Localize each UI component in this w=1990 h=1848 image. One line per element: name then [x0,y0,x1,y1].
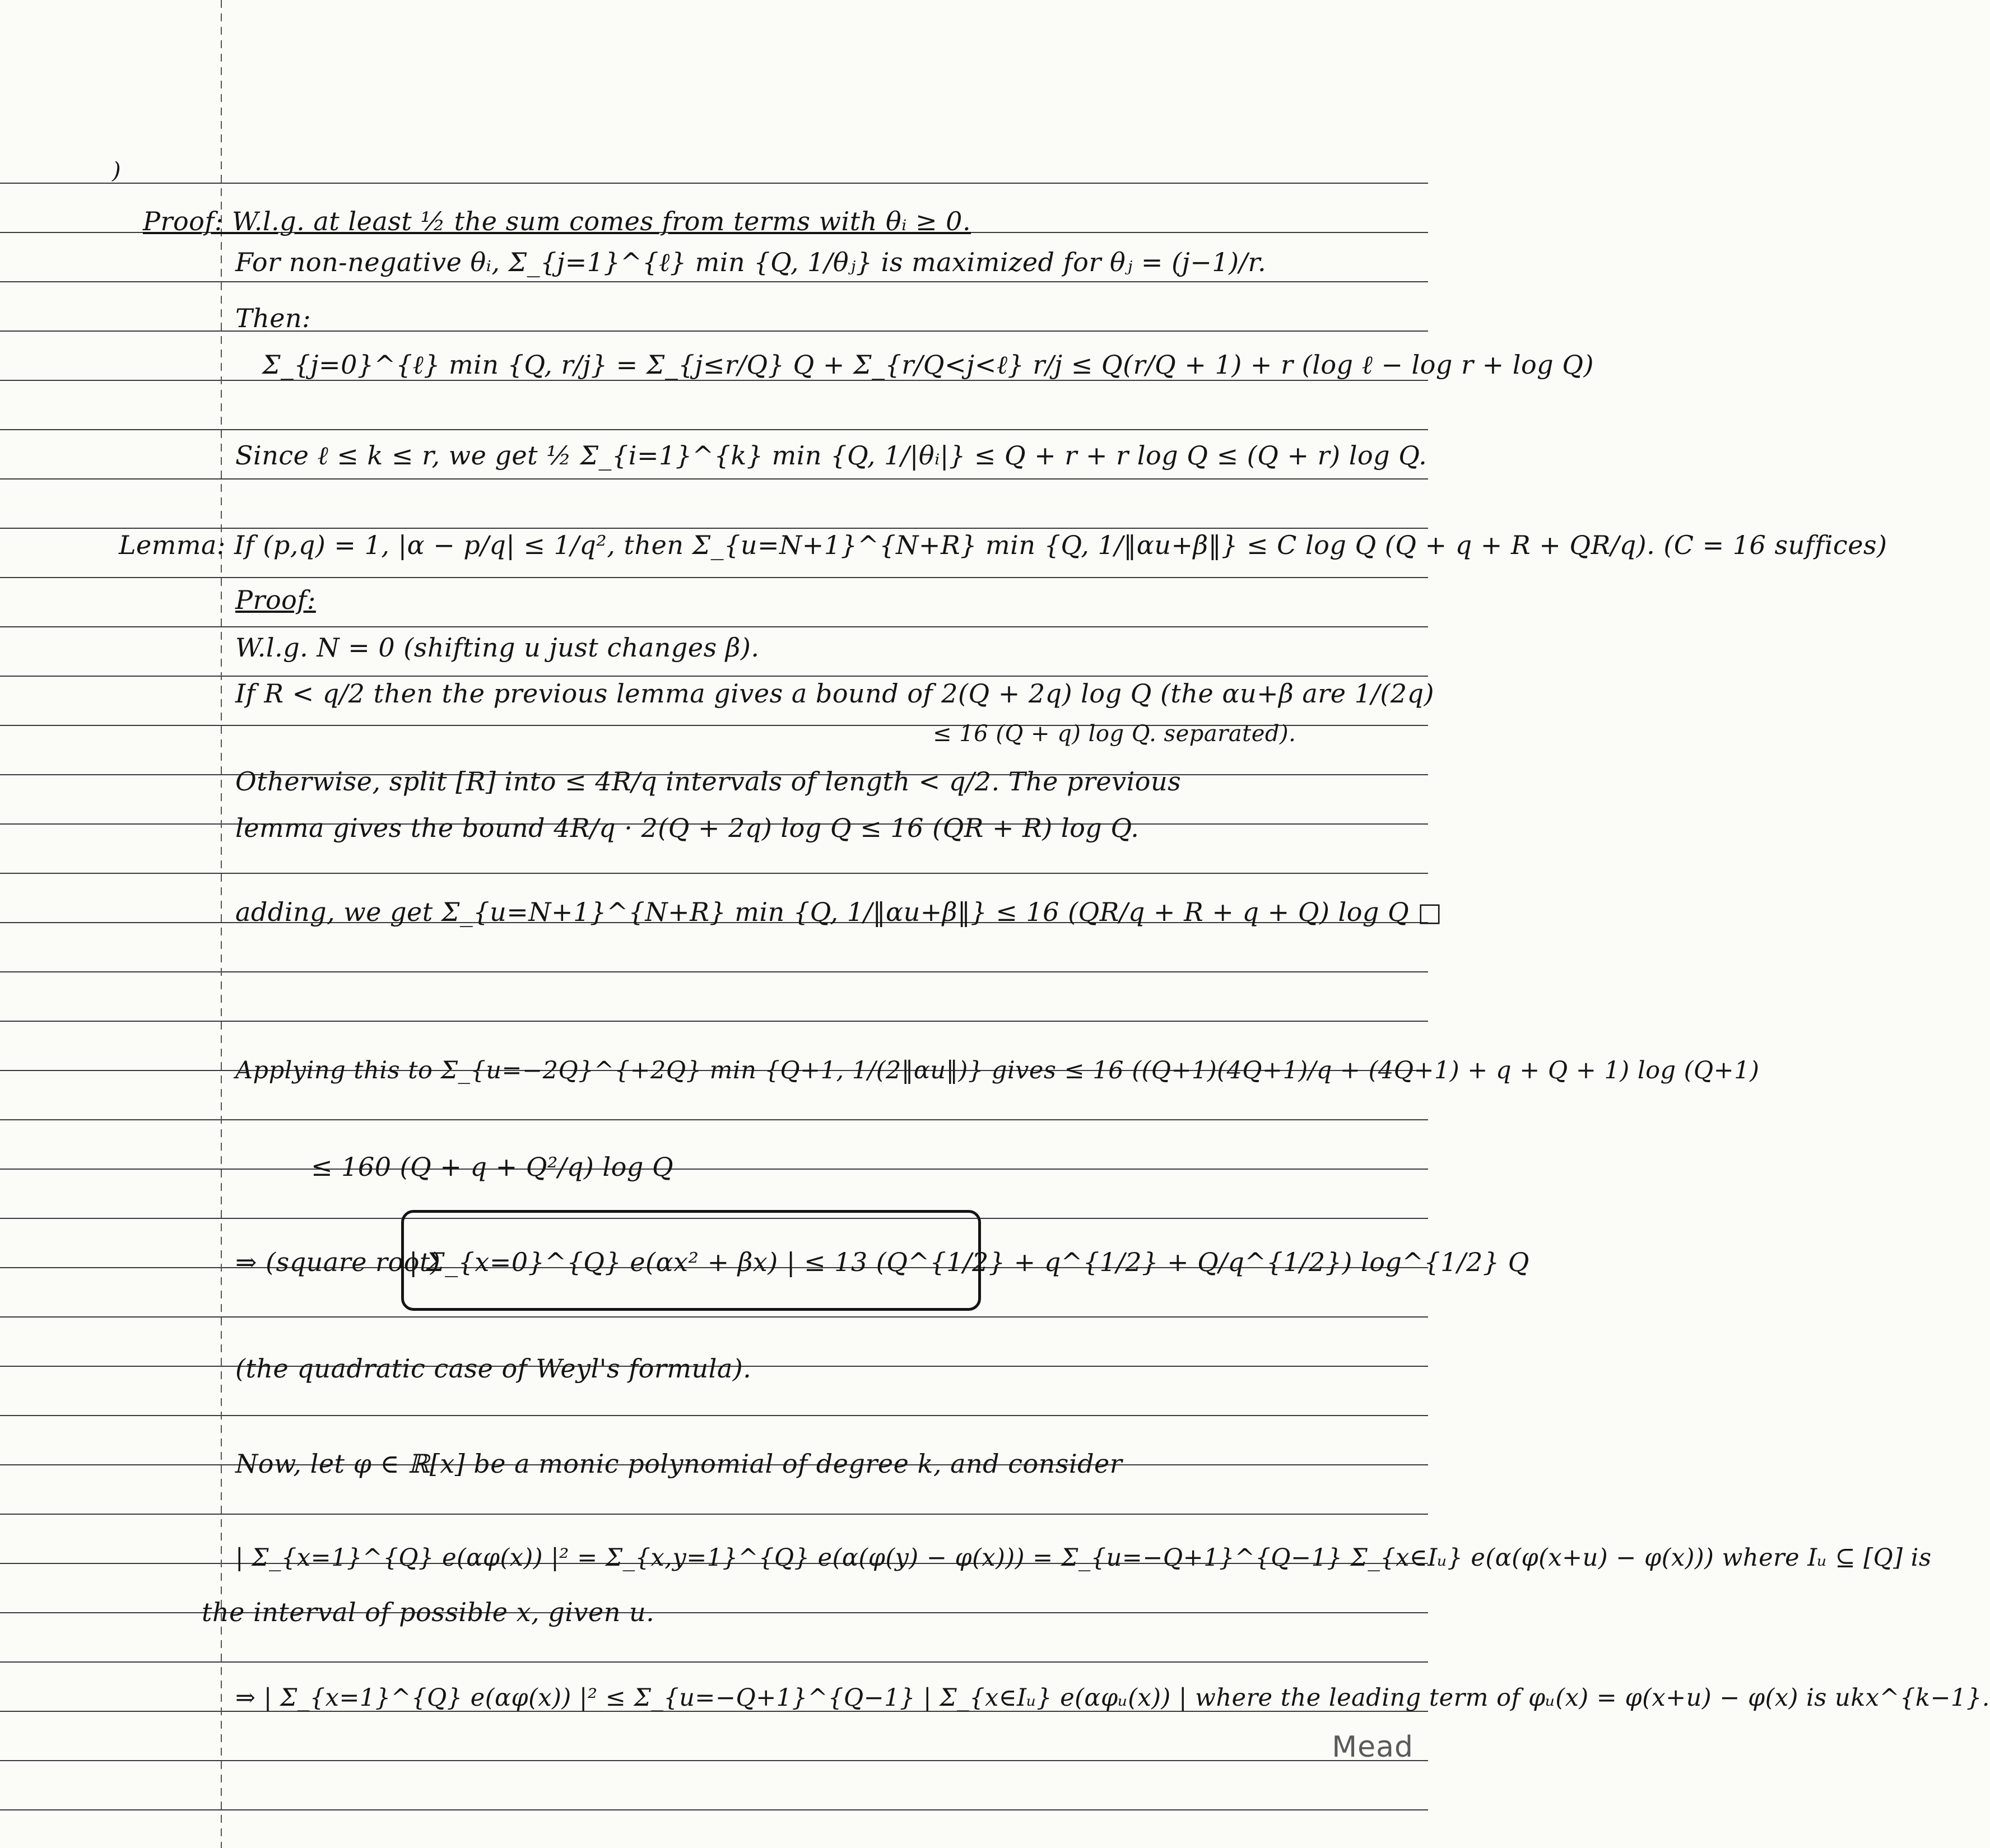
lemma-line-4: lemma gives the bound 4R/q · 2(Q + 2q) log Q ≤ 16 (QR + R) log Q. [235,813,1140,843]
lemma-line-2b: ≤ 16 (Q + q) log Q. separated). [933,721,1296,747]
apply-line-4: (the quadratic case of Weyl's formula). [235,1353,752,1384]
apply-line-2: ≤ 160 (Q + q + Q²/q) log Q [311,1152,674,1182]
now-line-4: ⇒ | Σ_{x=1}^{Q} e(αφ(x)) |² ≤ Σ_{u=−Q+1}^{Q−1} | Σ_{x∈Iᵤ} e(αφᵤ(x)) | where the leading term of φᵤ(x) = φ(x+u) − φ(x) is ukx^{k−1}. [235,1684,1990,1712]
apply-line-3: ⇒ (square root) [235,1247,441,1277]
lemma-statement: Lemma: If (p,q) = 1, |α − p/q| ≤ 1/q², then Σ_{u=N+1}^{N+R} min {Q, 1/‖αu+β‖} ≤ C log Q (Q + q + R + QR/q). (C = 16 suffices) [119,530,1887,560]
apply-line-1: Applying this to Σ_{u=−2Q}^{+2Q} min {Q+1, 1/(2‖αu‖)} gives ≤ 16 ((Q+1)(4Q+1)/q + (4Q+1) + q + Q + 1) log (Q+1) [235,1056,1760,1084]
now-line-3: the interval of possible x, given u. [202,1597,655,1627]
proof-line-1: Proof: W.l.g. at least ½ the sum comes from terms with θᵢ ≥ 0. [143,206,971,236]
proof-line-5: Since ℓ ≤ k ≤ r, we get ½ Σ_{i=1}^{k} min {Q, 1/|θᵢ|} ≤ Q + r + r log Q ≤ (Q + r) log Q. [235,440,1428,471]
weyl-bound-formula: | Σ_{x=0}^{Q} e(αx² + βx) | ≤ 13 (Q^{1/2} + q^{1/2} + Q/q^{1/2}) log^{1/2} Q [409,1247,1529,1277]
lemma-line-3: Otherwise, split [R] into ≤ 4R/q intervals of length < q/2. The previous [235,766,1182,797]
proof-line-2: For non-negative θᵢ, Σ_{j=1}^{ℓ} min {Q, 1/θⱼ} is maximized for θⱼ = (j−1)/r. [235,247,1267,277]
lemma-proof-label: Proof: [235,585,316,615]
margin-mark: ) [112,158,121,184]
brand-logo: Mead [1332,1730,1414,1764]
lemma-line-1: W.l.g. N = 0 (shifting u just changes β). [235,632,760,663]
now-line-2: | Σ_{x=1}^{Q} e(αφ(x)) |² = Σ_{x,y=1}^{Q} e(α(φ(y) − φ(x))) = Σ_{u=−Q+1}^{Q−1} Σ_{x∈Iᵤ} e(α(φ(x+u) − φ(x))) where Iᵤ ⊆ [Q] is [235,1544,1932,1572]
lemma-line-2: If R < q/2 then the previous lemma gives a bound of 2(Q + 2q) log Q (the αu+β are 1/(2q) [235,678,1434,709]
now-line-1: Now, let φ ∈ ℝ[x] be a monic polynomial of degree k, and consider [235,1449,1123,1479]
lemma-line-5: adding, we get Σ_{u=N+1}^{N+R} min {Q, 1/‖αu+β‖} ≤ 16 (QR/q + R + q + Q) log Q □ [235,897,1443,927]
proof-line-4: Σ_{j=0}^{ℓ} min {Q, r/j} = Σ_{j≤r/Q} Q + Σ_{r/Q<j<ℓ} r/j ≤ Q(r/Q + 1) + r (log ℓ − log r + log Q) [262,350,1594,380]
proof-line-3: Then: [235,303,311,333]
